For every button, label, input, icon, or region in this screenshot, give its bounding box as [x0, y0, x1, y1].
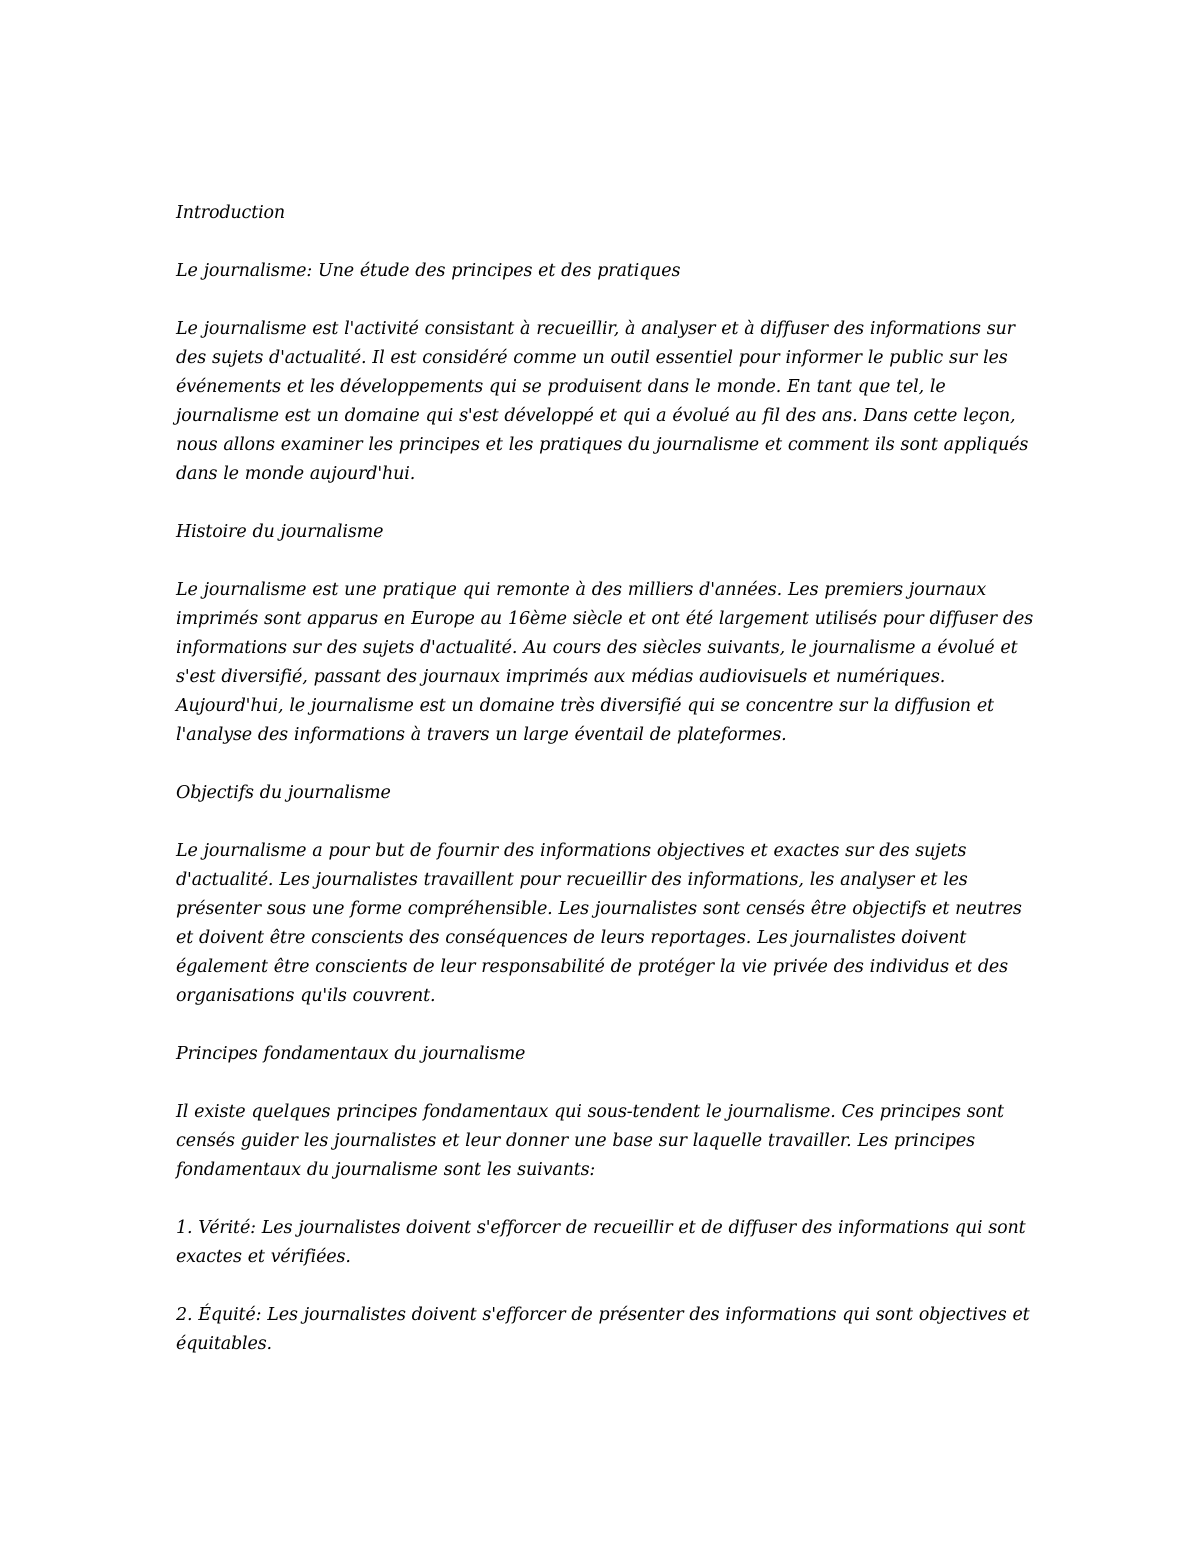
introduction-heading: Introduction: [176, 203, 286, 223]
principle-list-item: 1. Vérité: Les journalistes doivent s'efforcer de recueillir et de diffuser des informations qui sont exactes et vérifiées.: [176, 1218, 1026, 1267]
history-heading: Histoire du journalisme: [176, 522, 384, 542]
history-paragraph: Le journalisme est une pratique qui remonte à des milliers d'années. Les premiers journaux imprimés sont apparus en Europe au 16ème siècle et ont été largement utilisés pour diffuser des informations sur des sujets d'actualité. Au cours des siècles suivants, le journalisme a évolué et s'est diversifié, passant des journaux imprimés aux médias audiovisuels et numériques. Aujourd'hui, le journalisme est un domaine très diversifié qui se concentre sur la diffusion et l'analyse des informations à travers un large éventail de plateformes.: [176, 580, 1034, 745]
objectives-paragraph: Le journalisme a pour but de fournir des informations objectives et exactes sur des sujets d'actualité. Les journalistes travaillent pour recueillir des informations, les analyser et les présenter sous une forme compréhensible. Les journalistes sont censés être objectifs et neutres et doivent être conscients des conséquences de leurs reportages. Les journalistes doivent également être conscients de leur responsabilité de protéger la vie privée des individus et des organisations qu'ils couvrent.: [176, 841, 1022, 1006]
document-title: Le journalisme: Une étude des principes et des pratiques: [176, 261, 681, 281]
document-body: [176, 199, 1036, 1388]
objectives-heading: Objectifs du journalisme: [176, 783, 391, 803]
principle-list-item: 2. Équité: Les journalistes doivent s'efforcer de présenter des informations qui sont objectives et équitables.: [176, 1305, 1030, 1354]
principles-paragraph: Il existe quelques principes fondamentaux qui sous-tendent le journalisme. Ces principes sont censés guider les journalistes et leur donner une base sur laquelle travailler. Les principes fondamentaux du journalisme sont les suivants:: [176, 1102, 1004, 1180]
principles-heading: Principes fondamentaux du journalisme: [176, 1044, 526, 1064]
intro-paragraph: Le journalisme est l'activité consistant à recueillir, à analyser et à diffuser des informations sur des sujets d'actualité. Il est considéré comme un outil essentiel pour informer le public sur les événements et les développements qui se produisent dans le monde. En tant que tel, le journalisme est un domaine qui s'est développé et qui a évolué au fil des ans. Dans cette leçon, nous allons examiner les principes et les pratiques du journalisme et comment ils sont appliqués dans le monde aujourd'hui.: [176, 319, 1029, 484]
